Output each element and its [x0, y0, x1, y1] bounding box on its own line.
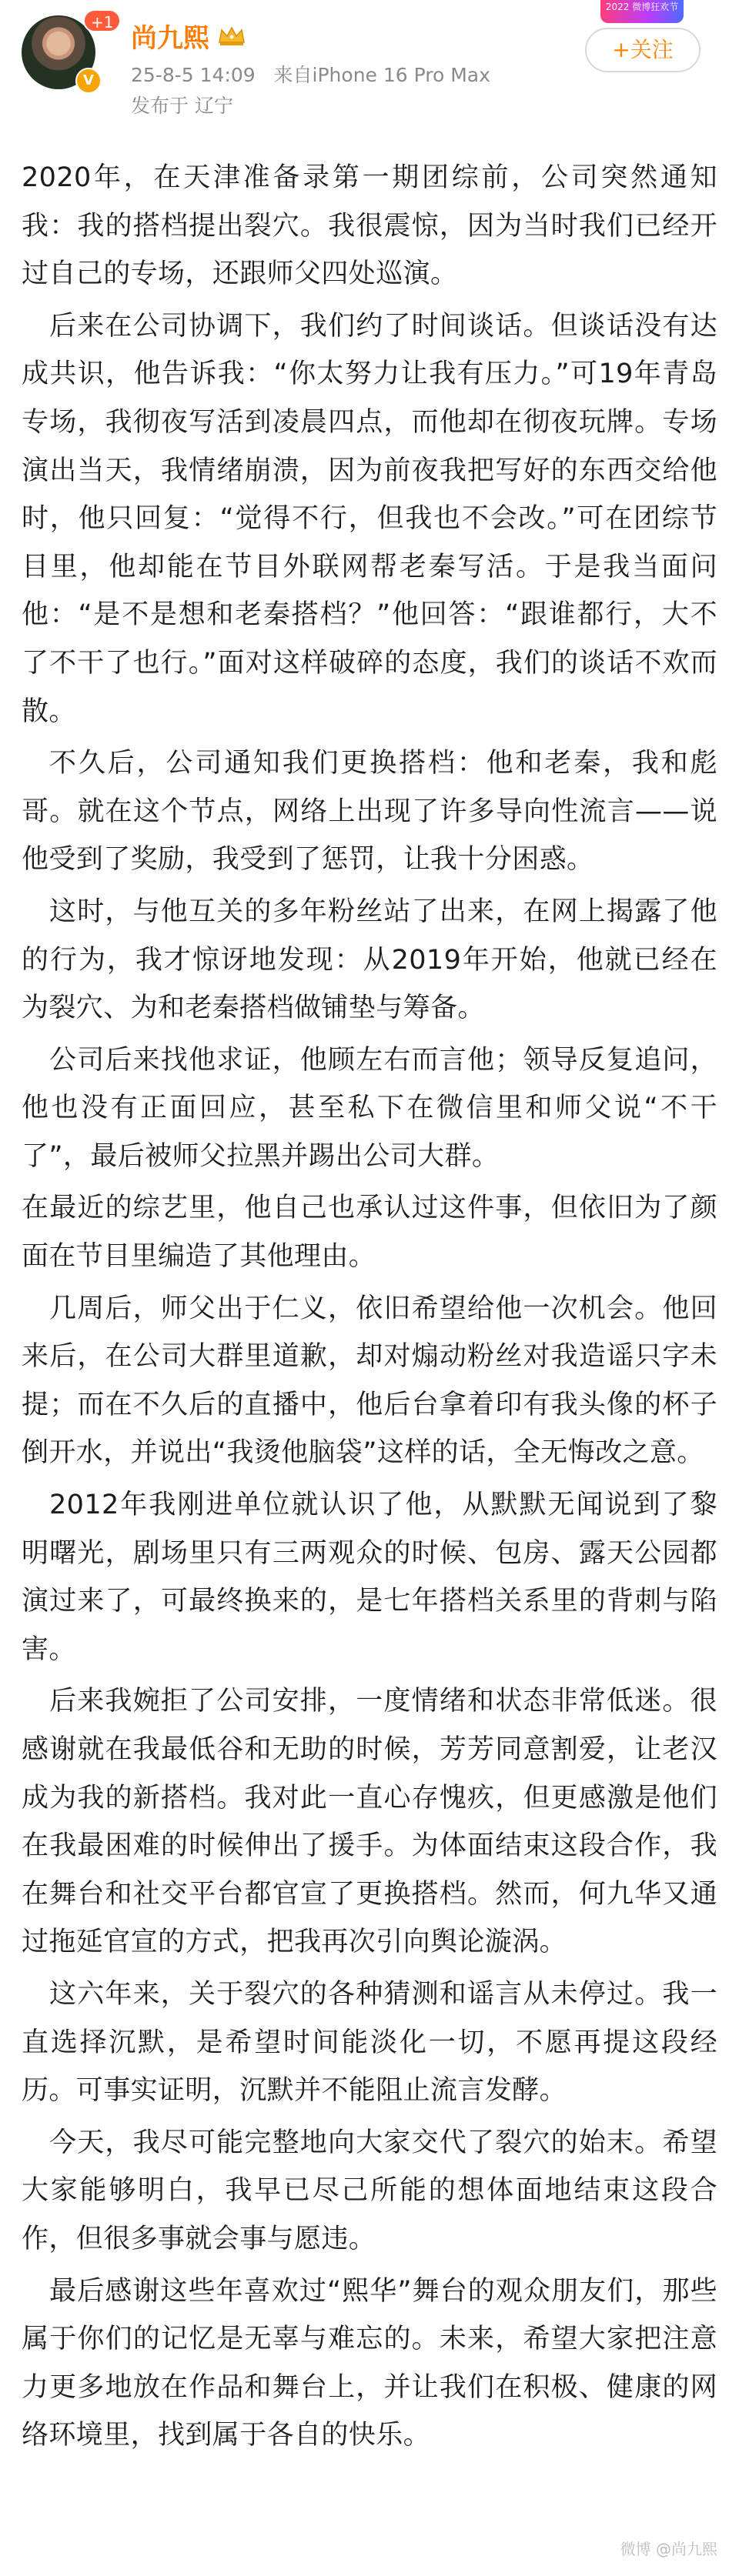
username-text[interactable]: 尚九熙 — [131, 23, 209, 54]
post-paragraph: 2012年我刚进单位就认识了他，从默默无闻说到了黎明曙光，剧场里只有三两观众的时候、包房、露天公园都演过来了，可最终换来的，是七年搭档关系里的背刺与陷害。 — [22, 1490, 717, 1665]
post-paragraph: 今天，我尽可能完整地向大家交代了裂穴的始末。希望大家能够明白，我早已尽己所能的想体面地结束这段合作，但很多事就会事与愿违。 — [22, 2127, 717, 2254]
username[interactable] — [131, 17, 246, 55]
verified-icon: V — [75, 68, 102, 94]
post-timestamp: 25-8-5 14:09 — [131, 64, 256, 86]
post-paragraph: 在最近的综艺里，他自己也承认过这件事，但依旧为了颜面在节目里编造了其他理由。 — [22, 1193, 717, 1273]
watermark: 微博 @尚九熙 — [620, 2540, 717, 2558]
follow-button[interactable]: +关注 — [585, 28, 701, 72]
post-paragraph: 最后感谢这些年喜欢过“熙华”舞台的观众朋友们，那些属于你们的记忆是无辜与难忘的。未来，希望大家把注意力更多地放在作品和舞台上，并让我们在积极、健康的网络环境里，找到属于各自的快乐。 — [22, 2275, 717, 2451]
post-header — [0, 0, 739, 146]
post-source: 来自iPhone 16 Pro Max — [273, 64, 490, 86]
notification-badge: +1 — [83, 9, 121, 32]
post-body — [22, 154, 717, 2464]
post-paragraph: 几周后，师父出于仁义，依旧希望给他一次机会。他回来后，在公司大群里道歉，却对煽动粉丝对我造谣只字未提；而在不久后的直播中，他后台拿着印有我头像的杯子倒开水，并说出“我烫他脑袋”这样的话，全无悔改之意。 — [22, 1293, 717, 1469]
post-meta-time-source — [131, 60, 490, 88]
post-paragraph: 公司后来找他求证，他顾左右而言他；领导反复追问，他也没有正面回应，甚至私下在微信里和师父说“不干了”，最后被师父拉黑并踢出公司大群。 — [22, 1044, 717, 1172]
post-paragraph: 不久后，公司通知我们更换搭档：他和老秦，我和彪哥。就在这个节点，网络上出现了许多导向性流言——说他受到了奖励，我受到了惩罚，让我十分困惑。 — [22, 748, 717, 876]
post-paragraph: 这时，与他互关的多年粉丝站了出来，在网上揭露了他的行为，我才惊讶地发现：从2019年开始，他就已经在为裂穴、为和老秦搭档做铺垫与筹备。 — [22, 896, 717, 1024]
post-paragraph: 这六年来，关于裂穴的各种猜测和谣言从未停过。我一直选择沉默，是希望时间能淡化一切，不愿再提这段经历。可事实证明，沉默并不能阻止流言发酵。 — [22, 1978, 717, 2107]
post-paragraph: 2020年，在天津准备录第一期团综前，公司突然通知我：我的搭档提出裂穴。我很震惊，因为当时我们已经开过自己的专场，还跟师父四处巡演。 — [22, 162, 717, 290]
crown-icon — [217, 25, 246, 47]
post-paragraph: 后来在公司协调下，我们约了时间谈话。但谈话没有达成共识，他告诉我：“你太努力让我有压力。”可19年青岛专场，我彻夜写活到凌晨四点，而他却在彻夜玩牌。专场演出当天，我情绪崩溃，因为前夜我把写好的东西交给他时，他只回复：“觉得不行，但我也不会改。”可在团综节目里，他却能在节目外联网帮老秦写活。于是我当面问他：“是不是想和老秦搭档？”他回答：“跟谁都行，大不了不干了也行。”面对这样破碎的态度，我们的谈话不欢而散。 — [22, 310, 717, 727]
post-location: 发布于 辽宁 — [131, 95, 233, 117]
promo-badge: 2022 微博狂欢节 — [600, 0, 684, 23]
post-paragraph: 后来我婉拒了公司安排，一度情绪和状态非常低迷。很感谢就在我最低谷和无助的时候，芳芳同意割爱，让老汉成为我的新搭档。我对此一直心存愧疚，但更感激是他们在我最困难的时候伸出了援手。为体面结束这段合作，我在舞台和社交平台都官宣了更换搭档。然而，何九华又通过拖延官宣的方式，把我再次引向舆论漩涡。 — [22, 1686, 717, 1958]
